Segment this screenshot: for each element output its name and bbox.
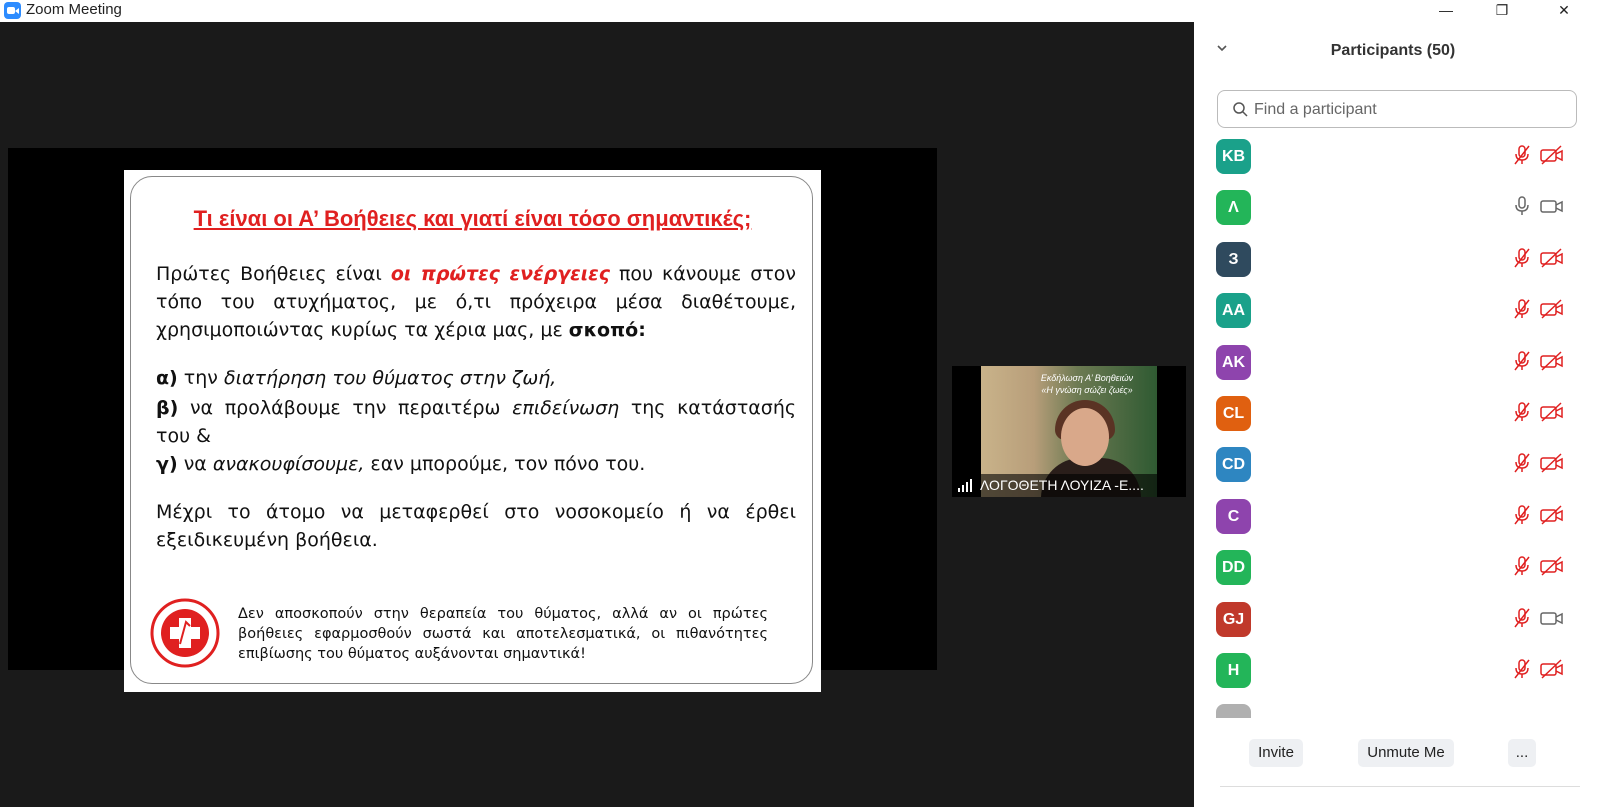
speaker-name: ΛΟΓΟΘΕΤΗ ΛΟΥΙΖΑ -Ε.... xyxy=(980,477,1144,493)
divider xyxy=(1220,786,1580,787)
more-options-button[interactable]: ... xyxy=(1508,739,1536,767)
video-off-icon[interactable] xyxy=(1540,248,1564,268)
avatar xyxy=(1216,704,1251,718)
speaker-face xyxy=(1061,408,1109,466)
mic-muted-icon[interactable] xyxy=(1512,247,1532,269)
participant-row[interactable] xyxy=(1194,446,1600,497)
slide-footnote: Δεν αποσκοπούν στην θεραπεία του θύματος, αλλά αν οι πρώτες βοήθειες εφαρμοσθούν σωστά και αποτελεσματικά, οι πιθανότητες επιβίωσης του θύματος αυξάνονται σημαντικά! xyxy=(238,606,768,662)
avatar: AK xyxy=(1216,345,1251,380)
speaker-name-label xyxy=(952,474,1162,497)
avatar: З xyxy=(1216,242,1251,277)
mic-muted-icon[interactable] xyxy=(1512,555,1532,577)
participant-row[interactable] xyxy=(1194,498,1600,549)
mic-muted-icon[interactable] xyxy=(1512,144,1532,166)
participant-row[interactable] xyxy=(1194,549,1600,600)
mic-muted-icon[interactable] xyxy=(1512,401,1532,423)
mic-icon[interactable] xyxy=(1512,195,1532,217)
avatar: GJ xyxy=(1216,602,1251,637)
participant-row[interactable] xyxy=(1194,652,1600,703)
speaker-video-thumbnail[interactable] xyxy=(952,366,1186,497)
mic-muted-icon[interactable] xyxy=(1512,607,1532,629)
mic-muted-icon[interactable] xyxy=(1512,350,1532,372)
slide-title: Τι είναι οι Α’ Βοήθειες και γιατί είναι τόσο σημαντικές; xyxy=(193,206,752,231)
video-off-icon[interactable] xyxy=(1540,299,1564,319)
slide-paragraph-1: Πρώτες Βοήθειες είναι οι πρώτες ενέργειες που κάνουμε στον τόπο του ατυχήματος, με ό,τι πρόχειρα μέσα διαθέτουμε, χρησιμοποιώντας κυρίως τα χέρια μας, με σκοπό: xyxy=(156,263,797,341)
video-off-icon[interactable] xyxy=(1540,351,1564,371)
minimize-icon[interactable]: — xyxy=(1439,2,1453,18)
slide-highlight: οι πρώτες ενέργειες xyxy=(390,263,610,285)
panel-footer xyxy=(1194,733,1600,783)
slide-body xyxy=(156,260,796,554)
participant-row[interactable] xyxy=(1194,344,1600,395)
zoom-logo-icon xyxy=(4,2,21,19)
slide-paragraph-3: Μέχρι το άτομο να μεταφερθεί στο νοσοκομείο ή να έρθει εξειδικευμένη βοήθεια. xyxy=(156,501,796,551)
close-icon[interactable]: ✕ xyxy=(1558,2,1570,18)
video-off-icon[interactable] xyxy=(1540,453,1564,473)
avatar: C xyxy=(1216,499,1251,534)
participant-row[interactable] xyxy=(1194,292,1600,343)
mic-muted-icon[interactable] xyxy=(1512,504,1532,526)
shared-slide xyxy=(124,170,821,692)
window-controls xyxy=(1194,0,1600,22)
participant-row[interactable] xyxy=(1194,395,1600,446)
participant-list xyxy=(1194,138,1600,718)
participant-row[interactable] xyxy=(1194,138,1600,189)
avatar: CL xyxy=(1216,396,1251,431)
mic-muted-icon[interactable] xyxy=(1512,658,1532,680)
avatar: Λ xyxy=(1216,190,1251,225)
avatar: H xyxy=(1216,653,1251,688)
video-off-icon[interactable] xyxy=(1540,659,1564,679)
video-icon[interactable] xyxy=(1540,196,1564,216)
panel-title: Participants (50) xyxy=(1330,42,1456,59)
unmute-me-button[interactable]: Unmute Me xyxy=(1358,739,1454,767)
mic-muted-icon[interactable] xyxy=(1512,452,1532,474)
window-title: Zoom Meeting xyxy=(26,1,122,18)
participants-panel xyxy=(1194,0,1600,807)
slide-point-c: γ) να ανακουφίσουμε, εαν μπορούμε, τον πόνο του. xyxy=(156,453,646,475)
participant-row[interactable] xyxy=(1194,189,1600,240)
mic-muted-icon[interactable] xyxy=(1512,298,1532,320)
video-off-icon[interactable] xyxy=(1540,556,1564,576)
video-off-icon[interactable] xyxy=(1540,505,1564,525)
avatar: DD xyxy=(1216,550,1251,585)
panel-header xyxy=(1194,34,1600,68)
avatar: CD xyxy=(1216,447,1251,482)
invite-button[interactable]: Invite xyxy=(1249,739,1303,767)
avatar: KB xyxy=(1216,139,1251,174)
participant-row[interactable] xyxy=(1194,601,1600,652)
avatar: AA xyxy=(1216,293,1251,328)
participant-search[interactable] xyxy=(1217,90,1577,128)
video-off-icon[interactable] xyxy=(1540,145,1564,165)
participant-row[interactable] xyxy=(1194,241,1600,292)
slide-point-b: β) να προλάβουμε την περαιτέρω επιδείνωση της κατάστασής του & xyxy=(156,397,797,447)
search-input[interactable] xyxy=(1252,98,1556,122)
banner-text: Εκδήλωση Α’ Βοηθειών «Η γνώση σώζει ζωές» xyxy=(1040,373,1134,395)
slide-point-a: α) την διατήρηση του θύματος στην ζωή, xyxy=(156,367,557,389)
search-icon xyxy=(1232,101,1248,117)
video-off-icon[interactable] xyxy=(1540,402,1564,422)
signal-strength-icon xyxy=(958,479,972,492)
video-icon[interactable] xyxy=(1540,608,1564,628)
edok-logo-icon xyxy=(150,598,220,668)
restore-icon[interactable]: ❐ xyxy=(1495,2,1509,18)
